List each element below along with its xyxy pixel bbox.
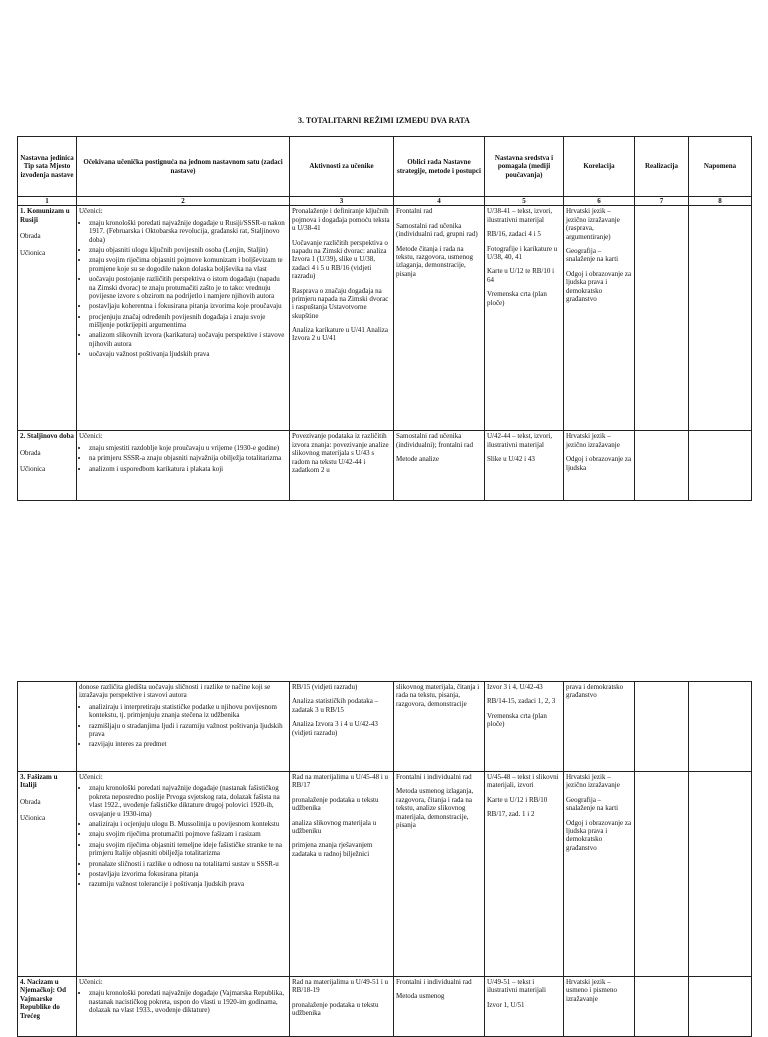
outcomes-list <box>79 444 287 473</box>
realization-cell <box>635 682 689 772</box>
outcome-item: • znaju kronološki poredati najvažnije događaje u Rusiji/SSSR-u nakon 1917. (Februarska i Oktobarska revolucija, građanski rat, Staljinovo doba) <box>89 219 287 244</box>
outcomes-cell <box>77 682 290 772</box>
outcome-item: • znaju kronološki poredati najvažnije događaje (nastanak fašističkog pokreta neposredno poslije Prvoga svjetskog rata, dolazak fašista na vlast 1922., uvođenje fašističke diktature drugoj polovici 1920-ih, osvajanje u 1930-ima) <box>89 784 287 818</box>
correlation-text: Geografija – snalaženje na karti <box>566 795 619 813</box>
header-cell: Korelacija <box>564 137 635 197</box>
forms-text: Metode analize <box>396 455 439 464</box>
media-text: U/49-51 – tekst i ilustrativni materijali <box>487 978 546 995</box>
outcomes-cell <box>77 977 290 1037</box>
outcome-item: • razvijaju interes za predmet <box>89 740 287 748</box>
forms-cell <box>394 206 485 431</box>
outcome-item: • analizom slikovnih izvora (karikatura) uočavaju perspektive i stavove njihovih autora <box>89 331 287 348</box>
outcome-item: • analizom i usporedbom karikatura i plakata koji <box>89 465 287 473</box>
media-text: RB/14-15, zadaci 1, 2, 3 <box>487 697 556 706</box>
forms-text: Metoda usmenog <box>396 992 445 1001</box>
activities-cell <box>290 772 394 977</box>
table-row <box>18 977 752 1037</box>
media-text: RB/16, zadaci 4 i 5 <box>487 230 541 239</box>
media-text: U/42-44 – tekst, izvori, ilustrativni materijal <box>487 432 553 449</box>
outcome-item: • znaju svojim riječima objasniti temeljne ideje fašističke stranke te na primjeru Italije objasniti obilježja totalitarizma <box>89 841 287 858</box>
activities-text: Povezivanje podataka iz različitih izvora znanja: povezivanje analize slikovnog materijala s U/43 s radom na tekstu U/42-44 i zadatkom 2 u <box>292 432 389 474</box>
forms-cell <box>394 977 485 1037</box>
outcome-item: • procjenjuju značaj određenih povijesnih događaja i znaju svoje mišljenje potkrijepiti argumentima <box>89 313 287 330</box>
column-number-row <box>18 197 752 206</box>
outcomes-list <box>79 703 287 749</box>
outcome-item: • razumiju važnost tolerancije i poštivanja ljudskih prava <box>89 880 287 888</box>
header-cell: Očekivana učenička postignuća na jednom nastavnom satu (zadaci nastave) <box>77 137 290 197</box>
activities-text: RB/15 (vidjeti razradu) <box>292 683 358 691</box>
media-text: U/45-48 – tekst i slikovni materijali, izvori <box>487 773 559 790</box>
note-cell <box>689 682 752 772</box>
table-row <box>18 206 752 431</box>
activities-text: analiza slikovnog materijala u udžbeniku <box>292 818 377 835</box>
activities-cell <box>290 431 394 501</box>
note-cell <box>689 772 752 977</box>
correlation-text: Odgoj i obrazovanje za ljudska prava i demokratsko građanstvo <box>566 269 632 303</box>
outcomes-cell <box>77 431 290 501</box>
activities-text: pronalaženje podataka u tekstu udžbenika <box>292 795 379 813</box>
unit-cell <box>18 682 77 772</box>
forms-text: Metoda usmenog izlaganja, razgovora, čitanja i rada na tekstu, analize slikovnog materijala, demonstracije, pisanja <box>396 787 474 829</box>
correlation-cell <box>564 977 635 1037</box>
forms-text: Frontalni rad <box>396 207 433 216</box>
correlation-text: Hrvatski jezik – jezično izražavanje <box>566 432 620 449</box>
media-text: Karte u U/12 te RB/10 i 64 <box>487 267 555 284</box>
unit-unit: 1. Komunizam u Rusiji <box>20 207 70 224</box>
outcome-item: • znaju svojim riječima protumačiti pojmove fašizam i rasizam <box>89 830 287 838</box>
forms-cell <box>394 772 485 977</box>
media-text: Vremenska crta (plan ploče) <box>487 711 547 729</box>
forms-text: slikovnog materijala, čitanja i rada na tekstu, pisanja, razgovora, demonstracije <box>396 683 480 708</box>
activities-text: primjena znanja rješavanjem zadataka u radnoj bilježnici <box>292 841 373 858</box>
correlation-cell <box>564 431 635 501</box>
page-title: 3. TOTALITARNI REŽIMI IZMEĐU DVA RATA <box>298 116 470 125</box>
unit-unit: 2. Staljinovo doba <box>20 432 74 441</box>
unit-place: Učionica <box>20 814 46 823</box>
media-text: Izvor 1, U/51 <box>487 1000 525 1009</box>
forms-text: Frontalni i individualni rad <box>396 978 472 986</box>
outcome-item: • znaju svojim riječima objasniti pojmove komunizam i boljševizam te promjene koje su se dogodile nakon dolaska boljševika na vlast <box>89 256 287 273</box>
forms-text: Frontalni i individualni rad <box>396 773 472 781</box>
correlation-text: Hrvatski jezik – usmeno i pismeno izražavanje <box>566 978 617 1003</box>
header-row <box>18 137 752 197</box>
outcomes-intro: Učenici: <box>79 773 103 781</box>
column-number: 2 <box>77 197 290 206</box>
correlation-cell <box>564 206 635 431</box>
correlation-text: Odgoj i obrazovanje za ljudska prava i demokratsko građanstvo <box>566 818 632 852</box>
correlation-text: Hrvatski jezik – jezično izražavanje <box>566 773 620 790</box>
media-text: U/38-41 – tekst, izvori, ilustrativni materijal <box>487 207 553 224</box>
note-cell <box>689 431 752 501</box>
table-row <box>18 772 752 977</box>
outcome-item: • analiziraju i interpretiraju statističke podatke u njihovu povijesnom kontekstu, tj. primjenjuju znanja stečena iz udžbenika <box>89 703 287 720</box>
column-number: 1 <box>18 197 77 206</box>
activities-text: Rasprava o značaju događaja na primjeru napada na Zimski dvorac i raspuštanja Ustavotvorne skupštine <box>292 286 389 320</box>
outcomes-list <box>79 219 287 359</box>
media-text: Vremenska crta (plan ploče) <box>487 290 547 307</box>
table-row <box>18 682 752 772</box>
outcome-item: • pronalaze sličnosti i razlike u odnosu na totalitarni sustav u SSSR-u <box>89 860 287 868</box>
media-text: Slike u U/42 i 43 <box>487 455 535 464</box>
outcomes-list <box>79 989 287 1014</box>
unit-cell <box>18 431 77 501</box>
unit-cell <box>18 977 77 1037</box>
unit-cell <box>18 772 77 977</box>
correlation-text: Odgoj i obrazovanje za ljudska <box>566 455 632 472</box>
outcome-item: • uočavaju postojanje različitih perspektiva o istom događaju (napadu na Zimski dvorac) te znaju protumačiti zašto je to tako: vrednuju povijesne izvore s obzirom na podrijetlo i namjere njihovih autora <box>89 275 287 300</box>
outcomes-list <box>79 784 287 888</box>
correlation-cell <box>564 772 635 977</box>
activities-text: Rad na materijalima u U/49-51 i u RB/18-19 <box>292 978 389 995</box>
media-text: RB/17, zad. 1 i 2 <box>487 810 535 819</box>
media-cell <box>485 772 564 977</box>
outcomes-cell <box>77 772 290 977</box>
forms-text: Samostalni rad učenika (individualni rad, grupni rad) <box>396 221 478 239</box>
activities-text: Pronalaženje i definiranje ključnih pojmova i događaja pomoću teksta u U/38-41 <box>292 207 390 233</box>
outcome-item: • uočavaju važnost poštivanja ljudskih prava <box>89 350 287 358</box>
media-text: Karte u U/12 i RB/10 <box>487 795 548 804</box>
correlation-text: prava i demokratsko građanstvo <box>566 683 624 700</box>
media-cell <box>485 431 564 501</box>
realization-cell <box>635 977 689 1037</box>
forms-text: Samostalni rad učenika (individualni); frontalni rad <box>396 432 473 449</box>
activities-cell <box>290 977 394 1037</box>
outcome-item: • znaju smjestiti razdoblje koje proučavaju u vrijeme (1930-e godine) <box>89 444 287 452</box>
activities-text: Uočavanje različitih perspektiva o napadu na Zimski dvorac: analiza Izvora 1 (U/39), slike u U/38, zadaci 4 i 5 u RB/16 (vidjeti razradu) <box>292 238 388 281</box>
activities-cell <box>290 206 394 431</box>
activities-text: Rad na materijalima u U/45-48 i u RB/17 <box>292 773 389 790</box>
outcomes-cell <box>77 206 290 431</box>
media-text: Fotografije i karikature u U/38, 40, 41 <box>487 244 558 261</box>
forms-cell <box>394 431 485 501</box>
realization-cell <box>635 431 689 501</box>
unit-place: Učionica <box>20 465 46 474</box>
outcome-item: • znaju kronološki poredati najvažnije događaje (Vajmarska Republika, nastanak nacističkog pokreta, uspon do vlasti u 1920-im godinama, dolazak na vlast 1933., uvođenje diktature) <box>89 989 287 1014</box>
outcome-item: • postavljaju koherentna i fokusirana pitanja izvorima koje proučavaju <box>89 302 287 310</box>
media-cell <box>485 977 564 1037</box>
column-number: 4 <box>394 197 485 206</box>
media-cell <box>485 206 564 431</box>
unit-type: Obrada <box>20 448 41 457</box>
header-cell: Nastavna sredstva i pomagala (mediji poučavanja) <box>485 137 564 197</box>
activities-cell <box>290 682 394 772</box>
unit-cell <box>18 206 77 431</box>
activities-text: Analiza karikature u U/41 Analiza Izvora 2 u U/41 <box>292 326 389 343</box>
unit-unit: 4. Nacizam u Njemačkoj: Od Vajmarske Republike do Trećeg <box>20 978 67 1020</box>
outcome-item: • postavljaju izvorima fokusirana pitanja <box>89 870 287 878</box>
header-cell: Aktivnosti za učenike <box>290 137 394 197</box>
outcomes-intro: donose različita gledišta uočavaju sličnosti i razlike te načine koji se izražavaju perspektive i stavovi autora <box>79 683 271 700</box>
column-number: 6 <box>564 197 635 206</box>
column-number: 8 <box>689 197 752 206</box>
unit-type: Obrada <box>20 797 41 806</box>
correlation-text: Hrvatski jezik – jezično izražavanje (rasprava, argumentiranje) <box>566 207 620 241</box>
forms-text: Metode čitanja i rada na tekstu, razgovora, usmenog izlaganja, demonstracije, pisanja <box>396 244 473 278</box>
activities-text: Analiza Izvora 3 i 4 u U/42-43 (vidjeti razradu) <box>292 720 378 737</box>
outcome-item: • na primjeru SSSR-a znaju objasniti najvažnija obilježja totalitarizma <box>89 454 287 462</box>
table-row <box>18 431 752 501</box>
correlation-text: Geografija – snalaženje na karti <box>566 246 619 264</box>
lesson-plan-table-continued <box>17 681 752 1037</box>
realization-cell <box>635 772 689 977</box>
forms-cell <box>394 682 485 772</box>
column-number: 3 <box>290 197 394 206</box>
table-body <box>18 206 752 501</box>
correlation-cell <box>564 682 635 772</box>
unit-unit: 3. Fašizam u Italiji <box>20 773 58 790</box>
outcomes-intro: Učenici: <box>79 207 103 216</box>
outcome-item: • znaju objasniti ulogu ključnih povijesnih osoba (Lenjin, Staljin) <box>89 246 287 254</box>
header-cell: Oblici rada Nastavne strategije, metode i postupci <box>394 137 485 197</box>
outcomes-intro: Učenici: <box>79 978 103 986</box>
unit-place: Učionica <box>20 248 46 257</box>
realization-cell <box>635 206 689 431</box>
media-text: Izvor 3 i 4, U/42-43 <box>487 683 543 691</box>
note-cell <box>689 206 752 431</box>
header-cell: Realizacija <box>635 137 689 197</box>
table-body <box>18 682 752 1037</box>
activities-text: pronalaženje podataka u tekstu udžbenika <box>292 1000 379 1018</box>
media-cell <box>485 682 564 772</box>
header-cell: Napomena <box>689 137 752 197</box>
header-cell: Nastavna jedinica Tip sata Mjesto izvođenja nastave <box>18 137 77 197</box>
unit-type: Obrada <box>20 232 41 241</box>
outcome-item: • analiziraju i ocjenjuju ulogu B. Mussolinija u povijesnom kontekstu <box>89 820 287 828</box>
activities-text: Analiza statističkih podataka – zadatak 3 u RB/15 <box>292 697 379 714</box>
outcomes-intro: Učenici: <box>79 432 103 441</box>
column-number: 7 <box>635 197 689 206</box>
note-cell <box>689 977 752 1037</box>
outcome-item: • razmišljaju o stradanjima ljudi i razumiju važnost poštivanja ljudskih prava <box>89 722 287 739</box>
column-number: 5 <box>485 197 564 206</box>
lesson-plan-table <box>17 136 752 501</box>
